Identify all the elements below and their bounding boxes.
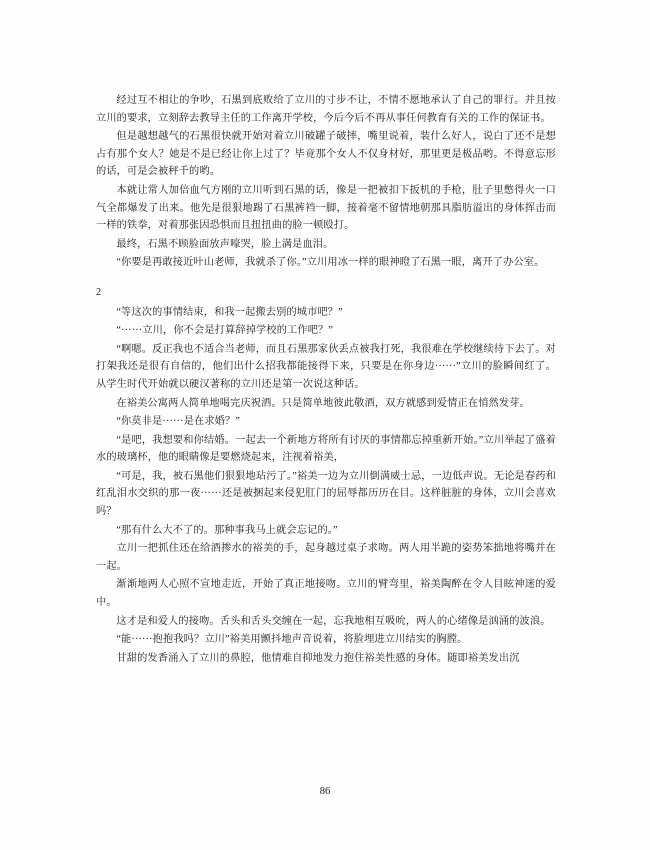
paragraph: 这才是和爱人的接吻。舌头和舌头交缠在一起，忘我地相互吸吮，两人的心绪像是汹涌的波浪。 xyxy=(116,615,551,627)
section-number: 2 xyxy=(96,286,102,298)
page-body-text xyxy=(96,92,556,668)
paragraph: 最终，石黑不顾脸面放声嚎哭，脸上满是血泪。 xyxy=(116,238,334,250)
paragraph: “那有什么大不了的。那种事我马上就会忘记的。” xyxy=(116,524,338,536)
paragraph: 在裕美公寓两人简单地喝完庆祝酒。只是简单地彼此敬酒，双方就感到爱情正在悄然发芽。 xyxy=(116,397,530,409)
paragraph: 本就让常人加倍血气方刚的立川听到石黑的话，像是一把被扣下扳机的手枪，肚子里憋得火一口气全都爆发了出来。他先是很狠地踢了石黑裤裆一脚，接着毫不留情地朝那具脂肪溢出的身体挥击而一样的铁拳，对着那张因恐惧而且扭扭曲的脸一顿殴打。 xyxy=(96,184,556,232)
paragraph: 但是越想越气的石黑很快就开始对着立川破罐子破摔，嘴里说着，装什么好人，说白了还不是想占有那个女人？她是不是已经让你上过了？毕竟那个女人不仅身材好，那里更是极品哟。不得意忘形的话，可是会被秤千的哟。 xyxy=(96,131,556,178)
paragraph: 经过互不相让的争吵，石黑到底败给了立川的寸步不让，不情不愿地承认了自己的罪行。并且按立川的要求，立刻辞去教导主任的工作离开学校，今后今后不再从事任何教育有关的工作的保证书。 xyxy=(96,95,556,124)
paragraph: “能······抱抱我吗？立川”裕美用颤抖地声音说着，将脸埋进立川结实的胸膛。 xyxy=(116,634,468,646)
paragraph: 立川一把抓住还在给酒掺水的裕美的手，起身越过桌子求吻。两人用半跪的姿势笨拙地将嘴并在一起。 xyxy=(96,543,556,572)
paragraph: “你要是再敢接近叶山老师，我就杀了你。”立川用冰一样的眼神瞪了石黑一眼，离开了办公室。 xyxy=(116,257,545,269)
paragraph: “······立川，你不会是打算辞掉学校的工作吧？” xyxy=(116,325,334,337)
page-number: 86 xyxy=(319,786,331,797)
paragraph: 甘甜的发香涌入了立川的鼻腔，他情难自抑地发力抱住裕美性感的身体。随即裕美发出沉 xyxy=(116,652,520,664)
paragraph: “啊嗯。反正我也不适合当老师，而且石黑那家伙丢点被我打死，我很难在学校继续待下去了。对打架我还是很有自信的，他们出什么招我都能接得下来，只要是在你身边······”立川的脸瞬间红了。从学生时代开始就以硬汉著称的立川还是第一次说这种话。 xyxy=(96,343,556,390)
paragraph: “可是，我，被石黑他们狠狠地玷污了。”裕美一边为立川倒满威士忌，一边低声说。无论是春药和红乱泪水交织的那一夜······还是被捆起来侵犯肛门的屈辱都历历在目。这样脏脏的身体，立川会喜欢吗？ xyxy=(96,470,556,518)
paragraph: 渐渐地两人心照不宣地走近，开始了真正地接吻。立川的臂弯里，裕美陶醉在令人目眩神迷的爱中。 xyxy=(96,579,556,609)
paragraph: “是吧，我想要和你结婚。一起去一个新地方将所有讨厌的事情都忘掉重新开始。”立川举起了盛着水的玻璃杯，他的眼睛像是要燃烧起来，注视着裕美， xyxy=(96,434,556,464)
paragraph: “你莫非是······是在求婚？” xyxy=(116,416,241,428)
paragraph: “等这次的事情结束，和我一起搬去别的城市吧？” xyxy=(116,306,343,318)
